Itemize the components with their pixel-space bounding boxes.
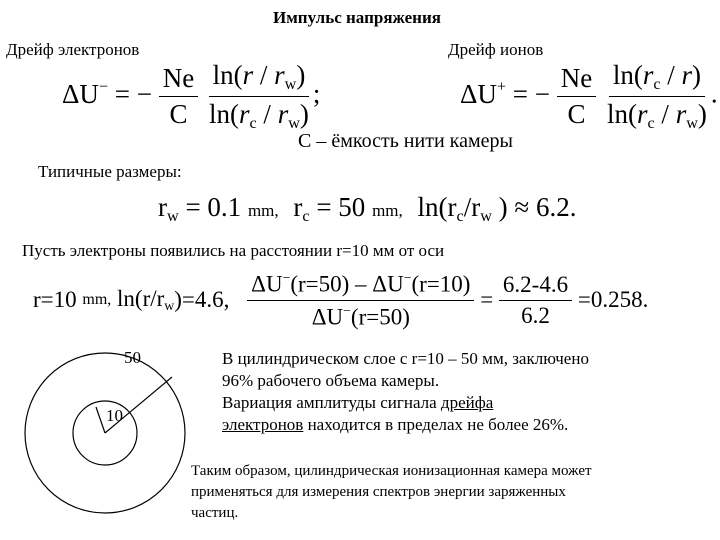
rc-unit: mm, bbox=[372, 201, 403, 220]
frac1-den: (r=50) bbox=[350, 304, 410, 330]
paragraph-volume-line3: Вариация амплитуды сигнала дрейфа bbox=[222, 393, 494, 412]
rw-value: = 0.1 bbox=[185, 192, 242, 222]
electron-drift-heading: Дрейф электронов bbox=[6, 40, 140, 59]
frac1-num-a: (r=50) bbox=[290, 271, 350, 297]
calc-ln-value: )=4.6, bbox=[174, 287, 230, 313]
page-title: Импульс напряжения bbox=[273, 8, 441, 27]
typical-sizes-label: Типичные размеры: bbox=[38, 162, 182, 181]
ln-result: ≈ 6.2. bbox=[514, 192, 577, 222]
paragraph-volume bbox=[222, 348, 589, 436]
assumption-text: Пусть электроны появились на расстоянии r=10 мм от оси bbox=[22, 241, 445, 260]
calc-r-unit: mm, bbox=[82, 291, 112, 309]
paragraph-conclusion-line1: Таким образом, цилиндрическая ионизационная камера может bbox=[191, 463, 592, 479]
inner-radius-label: 10 bbox=[106, 406, 123, 425]
frac2-den: 6.2 bbox=[521, 302, 550, 328]
frac1-num-b: (r=10) bbox=[411, 271, 471, 297]
ion-drift-formula: ΔU+ = − $\frac{Ne}{C}$ $\frac{\ln(r_c / r)}{\ln(r_c / r_w)}$ . bbox=[460, 60, 718, 132]
paragraph-volume-line2: 96% рабочего объема камеры. bbox=[222, 371, 440, 390]
capacity-note: C – ёмкость нити камеры bbox=[298, 130, 513, 152]
paragraph-conclusion-line2: применяться для измерения спектров энергии заряженных bbox=[191, 484, 566, 500]
electron-drift-formula: ΔU− = − $\frac{Ne}{C}$ $\frac{\ln(r / r_w)}{\ln(r_c / r_w)}$ ; bbox=[62, 60, 321, 132]
paragraph-conclusion-line3: частиц. bbox=[191, 505, 239, 521]
cylinder-cross-section-diagram bbox=[0, 330, 220, 540]
paragraph-conclusion bbox=[191, 461, 592, 524]
calc-result: =0.258. bbox=[577, 287, 649, 313]
ion-drift-heading: Дрейф ионов bbox=[448, 40, 544, 59]
frac2-num: 6.2-4.6 bbox=[499, 272, 572, 301]
underlined-electrons: электронов bbox=[222, 415, 304, 434]
outer-radius-label: 50 bbox=[124, 348, 141, 367]
inner-radius-line bbox=[96, 407, 105, 433]
rw-unit: mm, bbox=[247, 201, 279, 220]
calculation-formula: r=10 mm, $\ln(r/r_w)=4.6$, $\frac{\Delta U^-(r=50) - \Delta U^-(r=10)}{\Delta U^-(r=50)}$ = $\frac{6.2-4.6}{6.2}$ =0.258. bbox=[33, 270, 649, 330]
underlined-drift: дрейфа bbox=[440, 393, 494, 412]
rc-value: = 50 bbox=[316, 192, 366, 222]
paragraph-volume-line4: электронов находится в пределах не более 26%. bbox=[222, 415, 569, 434]
paragraph-volume-line1: В цилиндрическом слое с r=10 – 50 мм, заключено bbox=[222, 349, 589, 368]
calc-r-value: r=10 bbox=[33, 287, 77, 313]
typical-sizes-formula: $r_w = 0.1$ mm, $r_c = 50$ mm, $\ln(r_c/r_w$ ) ≈ 6.2. bbox=[158, 192, 577, 225]
